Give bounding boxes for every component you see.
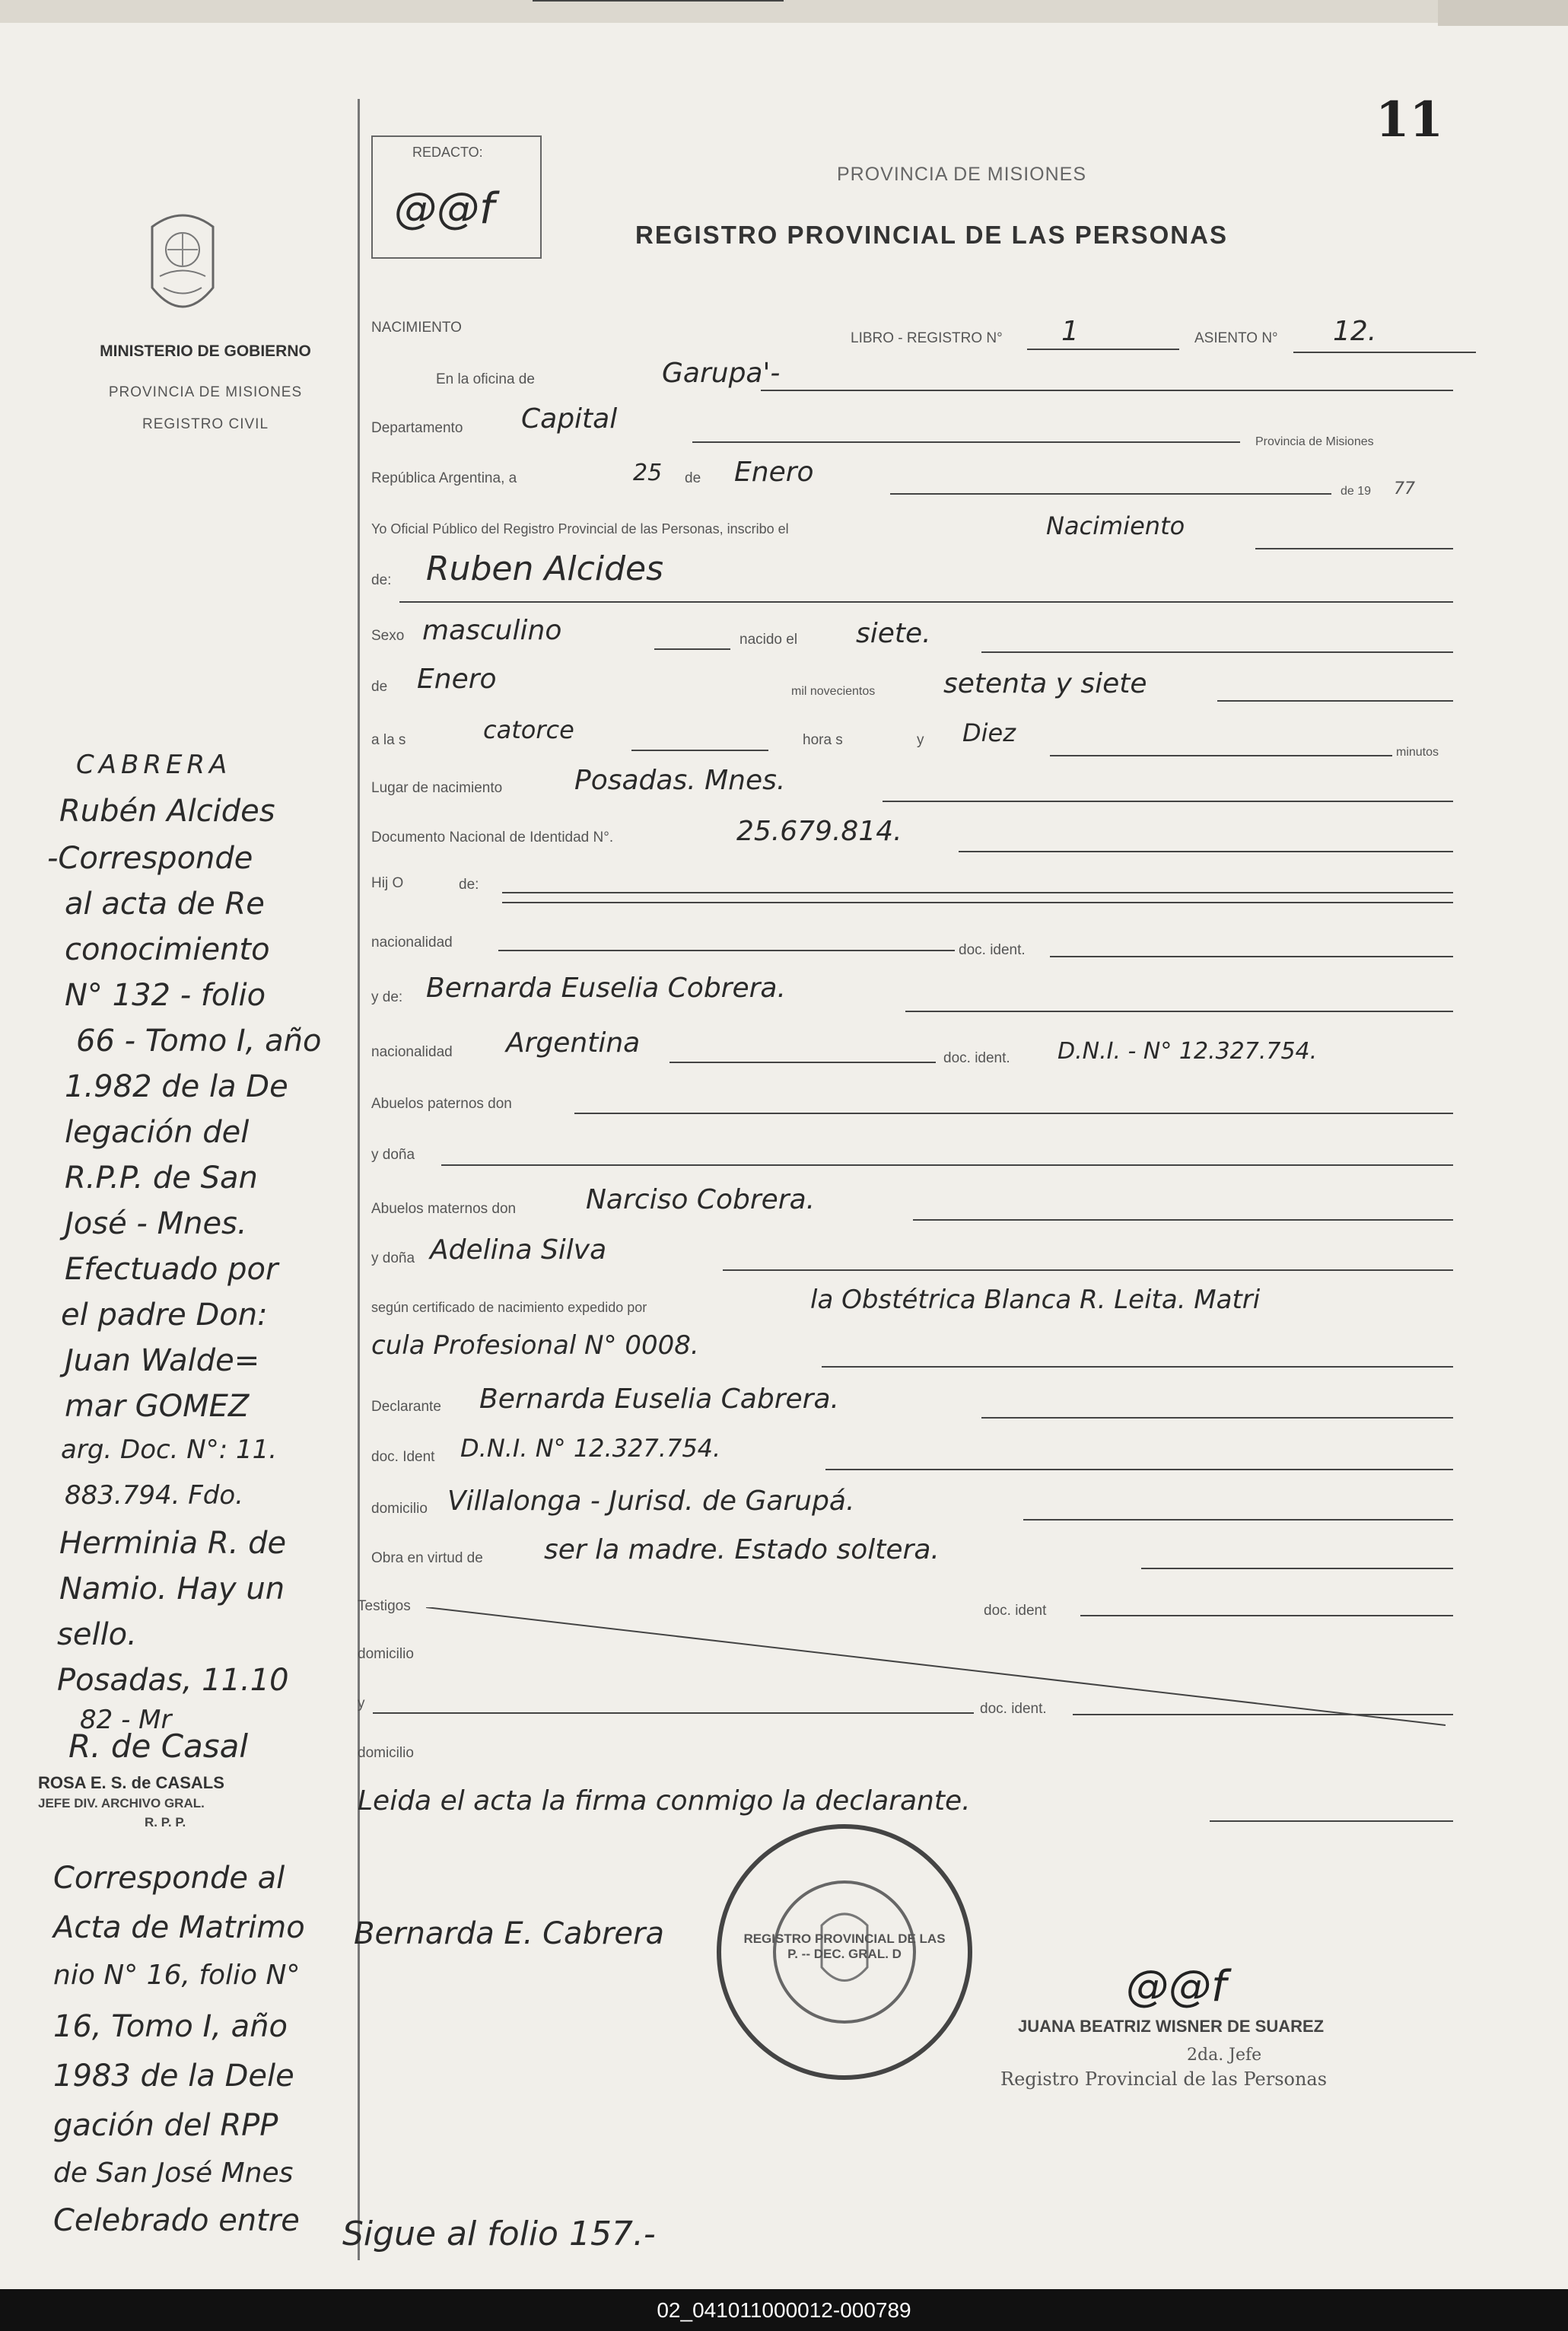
- provincia-suffix: Provincia de Misiones: [1255, 435, 1374, 448]
- asiento-label: ASIENTO N°: [1194, 330, 1278, 346]
- nacimiento-label: NACIMIENTO: [371, 320, 462, 336]
- margin-line: Efectuado por: [65, 1252, 278, 1287]
- domicilio-label: domicilio: [371, 1501, 428, 1517]
- oficina-label: En la oficina de: [436, 371, 535, 387]
- registry-title: REGISTRO PROVINCIAL DE LAS PERSONAS: [635, 221, 1228, 249]
- margin-line: 66 - Tomo I, año: [76, 1024, 322, 1059]
- margin-line: José - Mnes.: [65, 1206, 247, 1241]
- margin-line: conocimiento: [65, 932, 270, 967]
- page-number: 11: [1376, 91, 1444, 148]
- declarant-signature: Bernarda E. Cabrera: [354, 1916, 664, 1951]
- doc-ident5-label: doc. ident.: [980, 1701, 1047, 1717]
- lugar-value: Posadas. Mnes.: [574, 765, 786, 796]
- margin-line: R.P.P. de San: [65, 1161, 258, 1196]
- margin-line: Acta de Matrimo: [53, 1910, 305, 1945]
- margin-line: el padre Don:: [61, 1298, 268, 1333]
- obra-value: ser la madre. Estado soltera.: [544, 1534, 940, 1565]
- declarante-label: Declarante: [371, 1399, 441, 1415]
- doc-ident3-label: doc. Ident: [371, 1449, 435, 1465]
- minutos-line: [1050, 755, 1392, 756]
- cancel-stroke: [426, 1607, 1453, 1729]
- next-page-edge: [1438, 0, 1568, 26]
- asiento-value: 12.: [1333, 316, 1377, 347]
- hora-value: catorce: [483, 715, 574, 744]
- abuela-mat-line: [723, 1269, 1453, 1271]
- certificado-label: según certificado de nacimiento expedido por: [371, 1300, 647, 1315]
- margin-line: 1.982 de la De: [65, 1069, 288, 1104]
- departamento-line: [692, 441, 1240, 443]
- margin-line: 16, Tomo I, año: [53, 2009, 288, 2044]
- abuelos-pat-label: Abuelos paternos don: [371, 1096, 512, 1112]
- margin-line: Corresponde al: [53, 1861, 285, 1896]
- mil-label: mil novecientos: [791, 685, 876, 698]
- coat-of-arms-icon: [145, 204, 221, 326]
- leida-line: [1210, 1820, 1453, 1822]
- nombre-line: [399, 601, 1453, 603]
- libro-line: [1027, 349, 1179, 350]
- lugar-line: [883, 801, 1453, 802]
- de-label: de: [685, 470, 701, 486]
- hijo-label: Hij O: [371, 875, 404, 891]
- alas-label: a la s: [371, 732, 406, 748]
- doc-ident4-label: doc. ident: [984, 1603, 1047, 1619]
- mes2-value: Enero: [417, 664, 497, 695]
- mes2-line: [533, 0, 784, 2]
- ministry-registry: REGISTRO CIVIL: [142, 416, 269, 432]
- ydona2-label: y doña: [371, 1250, 415, 1266]
- lugar-label: Lugar de nacimiento: [371, 780, 503, 796]
- margin-line: 1983 de la Dele: [53, 2059, 294, 2094]
- abuelos-mat-label: Abuelos maternos don: [371, 1201, 517, 1217]
- margin-line: 82 - Mr: [80, 1705, 172, 1735]
- yde-label: y de:: [371, 989, 403, 1005]
- sexo-label: Sexo: [371, 628, 405, 644]
- acto-value: Nacimiento: [1046, 511, 1185, 540]
- departamento-value: Capital: [521, 403, 618, 435]
- official-role: 2da. Jefe: [1187, 2046, 1262, 2065]
- redacto-initials: @@f: [394, 184, 495, 234]
- hijo-de-label: de:: [459, 877, 479, 893]
- image-caption: 02_041011000012-000789: [0, 2289, 1568, 2331]
- sexo-line: [654, 648, 730, 650]
- ydona-line: [441, 1164, 1453, 1166]
- province-heading: PROVINCIA DE MISIONES: [837, 164, 1087, 185]
- departamento-label: Departamento: [371, 420, 463, 436]
- obra-label: Obra en virtud de: [371, 1550, 483, 1566]
- libro-value: 1: [1061, 316, 1079, 347]
- anio-texto-value: setenta y siete: [943, 668, 1147, 699]
- margin-line: CABRERA: [76, 750, 232, 780]
- dni-label: Documento Nacional de Identidad N°.: [371, 830, 614, 845]
- ministry-name: MINISTERIO DE GOBIERNO: [100, 342, 311, 360]
- archive-signer-role: JEFE DIV. ARCHIVO GRAL.: [38, 1796, 205, 1810]
- doc-ident-line: [1050, 956, 1453, 957]
- margin-line: legación del: [65, 1115, 250, 1150]
- minutos-label: minutos: [1396, 746, 1439, 759]
- page-top-edge: [0, 0, 1568, 23]
- declarante-value: Bernarda Euselia Cabrera.: [479, 1384, 839, 1415]
- certificado-value: la Obstétrica Blanca R. Leita. Matri: [810, 1285, 1261, 1315]
- margin-line: de San José Mnes: [53, 2157, 294, 2189]
- nacionalidad-line: [498, 950, 955, 951]
- redacto-label: REDACTO:: [412, 145, 483, 160]
- nacido-value: siete.: [856, 618, 931, 649]
- nombre-value: Ruben Alcides: [426, 549, 663, 588]
- margin-line: Juan Walde=: [65, 1343, 260, 1378]
- registry-seal-text: REGISTRO PROVINCIAL DE LAS P. -- DEC. GRAL. D: [743, 1931, 946, 1961]
- abuela-mat-value: Adelina Silva: [430, 1234, 607, 1266]
- sexo-value: masculino: [422, 615, 562, 646]
- margin-line: Celebrado entre: [53, 2203, 300, 2238]
- domicilio3-label: domicilio: [358, 1745, 414, 1761]
- de2-label: de:: [371, 572, 392, 588]
- nacionalidad2-line: [670, 1062, 936, 1063]
- dni-line: [959, 851, 1453, 852]
- redacto-box: [371, 135, 542, 259]
- official-office: Registro Provincial de las Personas: [1000, 2068, 1328, 2090]
- oficial-text: Yo Oficial Público del Registro Provincial de las Personas, inscribo el: [371, 521, 789, 537]
- obra-line: [1141, 1568, 1453, 1569]
- archive-signature: R. de Casal: [68, 1728, 249, 1765]
- de3-label: de: [371, 679, 388, 695]
- archive-signer-org: R. P. P.: [145, 1815, 186, 1829]
- certificado-line: [822, 1366, 1453, 1368]
- official-signature: @@f: [1126, 1962, 1226, 2011]
- libro-label: LIBRO - REGISTRO N°: [851, 330, 1003, 346]
- anio-value: 77: [1394, 479, 1415, 498]
- margin-line: sello.: [57, 1617, 137, 1652]
- leida-value: Leida el acta la firma conmigo la declarante.: [358, 1785, 971, 1817]
- margin-line: mar GOMEZ: [65, 1389, 250, 1424]
- doc-ident3-line: [825, 1469, 1453, 1470]
- nacionalidad2-label: nacionalidad: [371, 1044, 453, 1060]
- official-name: JUANA BEATRIZ WISNER DE SUAREZ: [1018, 2017, 1325, 2036]
- abuelos-pat-line: [574, 1113, 1453, 1114]
- asiento-line: [1293, 352, 1476, 353]
- dia-value: 25: [633, 460, 663, 486]
- nacionalidad-label: nacionalidad: [371, 935, 453, 951]
- declarante-line: [981, 1417, 1453, 1419]
- madre-value: Bernarda Euselia Cobrera.: [426, 973, 786, 1004]
- margin-line: 883.794. Fdo.: [65, 1480, 243, 1511]
- anio-prefix: de 19: [1341, 485, 1372, 498]
- republica-label: República Argentina, a: [371, 470, 517, 486]
- margin-line: Rubén Alcides: [59, 794, 275, 829]
- hora-line: [631, 750, 768, 751]
- anio-texto-line: [1217, 700, 1453, 702]
- margin-line: gación del RPP: [53, 2108, 278, 2143]
- continuation-note: Sigue al folio 157.-: [342, 2215, 656, 2253]
- madre-line: [905, 1011, 1453, 1012]
- margin-line: N° 132 - folio: [65, 978, 266, 1013]
- y2-label: y: [358, 1696, 365, 1712]
- oficina-line: [761, 390, 1453, 391]
- margin-line: Posadas, 11.10: [57, 1663, 289, 1698]
- testigos-label: Testigos: [358, 1598, 411, 1614]
- mes-line: [890, 493, 1331, 495]
- doc-ident-label: doc. ident.: [959, 942, 1026, 958]
- dni-value: 25.679.814.: [736, 816, 902, 847]
- nacido-label: nacido el: [739, 632, 798, 648]
- nacido-line: [981, 651, 1453, 653]
- margin-line: Namio. Hay un: [59, 1572, 285, 1607]
- margin-line: -Corresponde: [47, 841, 253, 876]
- doc-ident3-value: D.N.I. N° 12.327.754.: [460, 1434, 721, 1463]
- archive-signer-name: ROSA E. S. de CASALS: [38, 1773, 224, 1792]
- hijo-line2: [502, 902, 1453, 903]
- doc-ident2-value: D.N.I. - N° 12.327.754.: [1058, 1038, 1318, 1065]
- minutos-value: Diez: [962, 718, 1016, 747]
- margin-line: Herminia R. de: [59, 1526, 287, 1561]
- margin-line: nio N° 16, folio N°: [53, 1960, 301, 1991]
- domicilio2-label: domicilio: [358, 1646, 414, 1662]
- doc-ident2-label: doc. ident.: [943, 1050, 1010, 1066]
- y-label: y: [917, 732, 924, 748]
- margin-line: al acta de Re: [65, 887, 265, 922]
- hora-label: hora s: [803, 732, 843, 748]
- certificado-value2: cula Profesional N° 0008.: [371, 1330, 699, 1361]
- oficina-value: Garupa'-: [662, 358, 781, 389]
- nacionalidad2-value: Argentina: [506, 1027, 641, 1059]
- hijo-line: [502, 892, 1453, 893]
- ministry-province: PROVINCIA DE MISIONES: [108, 384, 303, 400]
- mes-value: Enero: [734, 457, 814, 488]
- domicilio-line: [1023, 1519, 1453, 1521]
- acto-line: [1255, 548, 1453, 549]
- margin-line: arg. Doc. N°: 11.: [61, 1435, 278, 1465]
- abuelo-mat-value: Narciso Cobrera.: [586, 1184, 816, 1215]
- abuelo-mat-line: [913, 1219, 1453, 1221]
- ydona-label: y doña: [371, 1147, 415, 1163]
- domicilio-value: Villalonga - Jurisd. de Garupá.: [447, 1486, 855, 1517]
